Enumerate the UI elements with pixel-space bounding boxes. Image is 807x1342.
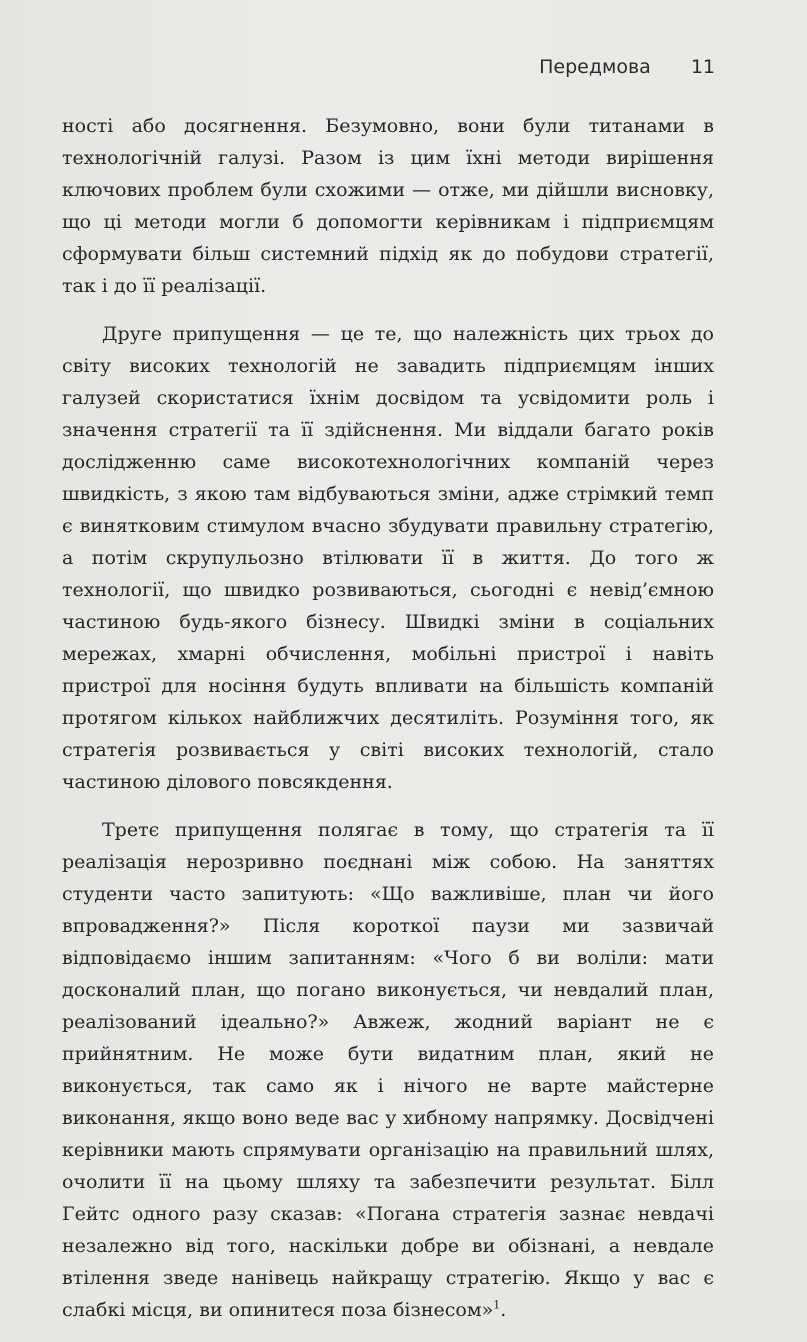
body-text bbox=[62, 110, 714, 1342]
running-header bbox=[539, 56, 715, 78]
paragraph-text: Третє припущення полягає в тому, що стратегія та її реалізація нерозривно поєднані між собою. На заняттях студенти часто запитують: «Що важливіше, план чи його впровадження?» Після короткої паузи ми зазвичай відповідаємо іншим запитанням: «Чого б ви воліли: мати досконалий план, що погано виконується, чи невдалий план, реалізований ідеально?» Авжеж, жодний варіант не є прийнятним. Не може бути видатним план, який не виконується, так само як і нічого не варте майстерне виконання, якщо воно веде вас у хибному напрямку. Досвідчені керівники мають спрямувати організацію на правильний шлях, очолити її на цьому шляху та забезпечити результат. Білл Гейтс одного разу сказав: «Погана стратегія зазнає невдачі незалежно від того, наскільки добре ви обізнані, а невдале втілення зведе нанівець найкращу стратегію. Якщо у вас є слабкі місця, ви опинитеся поза бізнесом» bbox=[62, 819, 714, 1321]
paragraph-continuation bbox=[62, 110, 714, 302]
page-number: 11 bbox=[690, 56, 715, 78]
paragraph-second-assumption bbox=[62, 318, 714, 798]
paragraph-text: Друге припущення — це те, що належність цих трьох до світу високих технологій не завадить підприємцям інших галузей скористатися їхнім досвідом та усвідомити роль і значення стратегії та її здійснення. Ми віддали багато років дослідженню саме високотехнологічних компаній через швидкість, з якою там відбуваються зміни, адже стрімкий темп є винятковим стимулом вчасно збудувати правильну стратегію, а потім скрупульозно втілювати її в життя. До того ж технології, що швидко розвиваються, сьогодні є невід’ємною частиною будь-якого бізнесу. Швидкі зміни в соціальних мережах, хмарні обчислення, мобільні пристрої і навіть пристрої для носіння будуть впливати на більшість компаній протягом кількох найближчих десятиліть. Розуміння того, як стратегія розвивається у світі високих технологій, стало частиною ділового повсякдення. bbox=[62, 323, 714, 793]
paragraph-text: ності або досягнення. Безумовно, вони були титанами в технологічній галузі. Разом із цим їхні методи вирішення ключових проблем були схожими — отже, ми дійшли висновку, що ці методи могли б допомогти керівникам і підприємцям сформувати більш системний підхід як до побудови стратегії, так і до її реалізації. bbox=[62, 115, 714, 297]
footnote-reference[interactable]: 1 bbox=[493, 1298, 501, 1312]
chapter-title: Передмова bbox=[539, 56, 651, 78]
paragraph-third-assumption: Третє припущення полягає в тому, що стратегія та її реалізація нерозривно поєднані між собою. На заняттях студенти часто запитують: «Що важливіше, план чи його впровадження?» Після короткої паузи ми зазвичай відповідаємо іншим запитанням: «Чого б ви воліли: мати досконалий план, що погано виконується, чи невдалий план, реалізований ідеально?» Авжеж, жодний варіант не є прийнятним. Не може бути видатним план, який не виконується, так само як і нічого не варте майстерне виконання, якщо воно веде вас у хибному напрямку. Досвідчені керівники мають спрямувати організацію на правильний шлях, очолити її на цьому шляху та забезпечити результат. Білл Гейтс одного разу сказав: «Погана стратегія зазнає невдачі незалежно від того, наскільки добре ви обізнані, а невдале втілення зведе нанівець найкращу стратегію. Якщо у вас є слабкі місця, ви опинитеся поза бізнесом»$^1$. bbox=[62, 819, 714, 1321]
